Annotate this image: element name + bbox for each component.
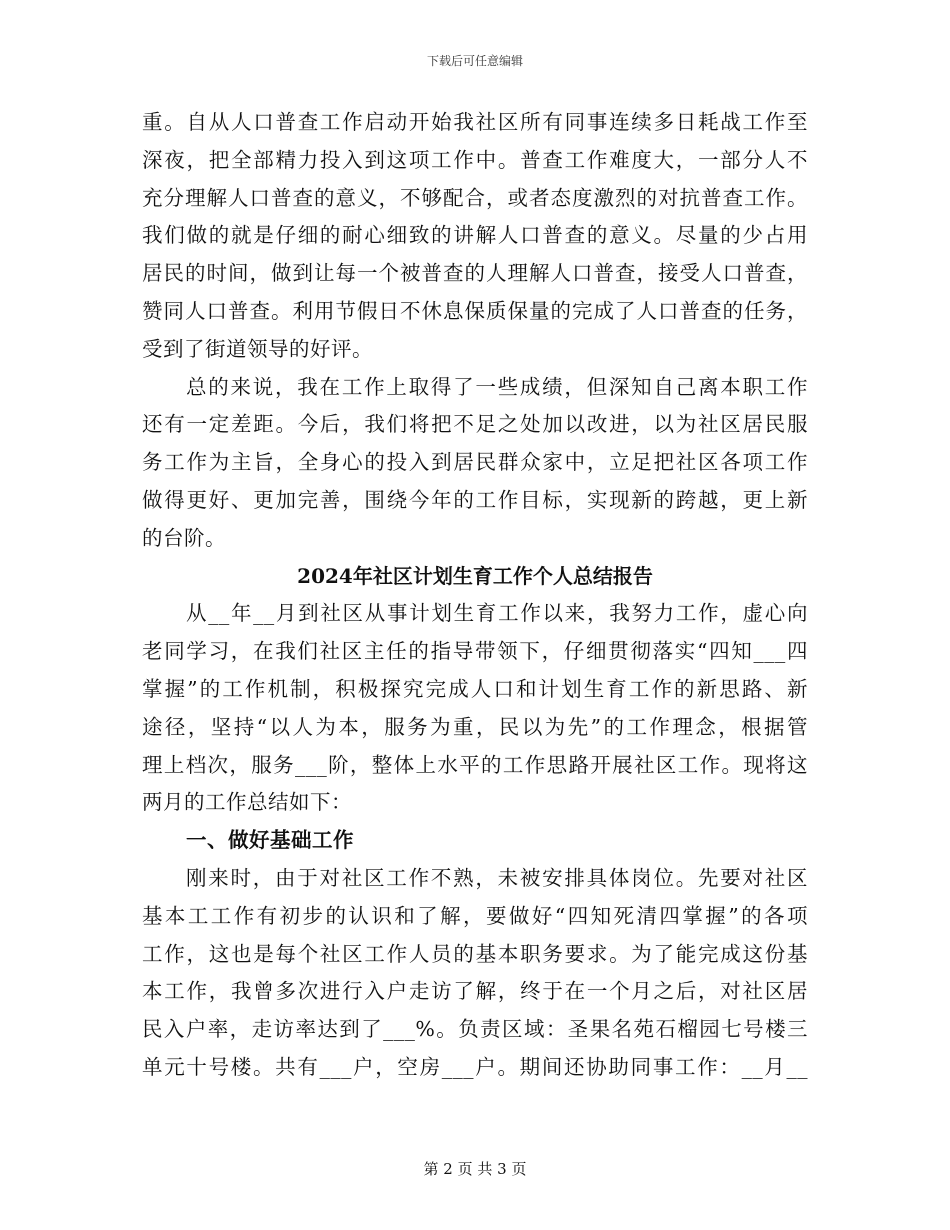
page-footer: 第 2 页 共 3 页 (423, 1160, 527, 1178)
text-line: 重。自从人口普查工作启动开始我社区所有同事连续多日耗战工作至 (142, 110, 808, 134)
text-line: 务工作为主旨，全身心的投入到居民群众家中，立足把社区各项工作 (142, 450, 808, 475)
page-header: 下载后可任意编辑 (426, 54, 523, 68)
text-line: 充分理解人口普查的意义，不够配合，或者态度激烈的对抗普查工作。 (142, 185, 808, 210)
section-title: 2024年社区计划生育工作个人总结报告 (297, 563, 653, 588)
text-line: 居民的时间，做到让每一个被普查的人理解人口普查，接受人口普查， (142, 261, 808, 286)
document-body (142, 104, 808, 1087)
text-line: 赞同人口普查。利用节假日不休息保质保量的完成了人口普查的任务， (142, 298, 808, 323)
text-line: 单元十号楼。共有___户，空房___户。期间还协助同事工作：__月__ (142, 1054, 808, 1079)
text-line: 总的来说，我在工作上取得了一些成绩，但深知自己离本职工作 (186, 374, 808, 399)
text-line: 做得更好、更加完善，围绕今年的工作目标，实现新的跨越，更上新 (142, 487, 808, 512)
text-line: 本工作，我曾多次进行入户走访了解，终于在一个月之后，对社区居 (142, 979, 808, 1004)
text-line: 老同学习，在我们社区主任的指导带领下，仔细贯彻落实“四知___四 (142, 639, 808, 664)
text-line: 掌握”的工作机制，积极探究完成人口和计划生育工作的新思路、新 (142, 676, 808, 701)
text-line: 我们做的就是仔细的耐心细致的讲解人口普查的意义。尽量的少占用 (142, 223, 808, 248)
text-line: 的台阶。 (142, 525, 226, 550)
text-line: 两月的工作总结如下： (142, 790, 352, 815)
text-line: 受到了街道领导的好评。 (142, 336, 373, 361)
text-line: 深夜，把全部精力投入到这项工作中。普查工作难度大，一部分人不 (142, 147, 808, 172)
text-line: 从__年__月到社区从事计划生育工作以来，我努力工作，虚心向 (186, 601, 808, 626)
text-line: 工作，这也是每个社区工作人员的基本职务要求。为了能完成这份基 (142, 941, 808, 966)
text-line: 民入户率，走访率达到了___%。负责区域：圣果名苑石榴园七号楼三 (142, 1017, 808, 1042)
text-line: 基本工工作有初步的认识和了解，要做好“四知死清四掌握”的各项 (142, 903, 808, 928)
text-line: 途径，坚持“以人为本，服务为重，民以为先”的工作理念，根据管 (142, 714, 808, 739)
text-line: 刚来时，由于对社区工作不熟，未被安排具体岗位。先要对社区 (186, 865, 808, 890)
section-heading: 一、做好基础工作 (186, 828, 354, 853)
text-line: 还有一定差距。今后，我们将把不足之处加以改进，以为社区居民服 (142, 412, 808, 437)
text-line: 理上档次，服务___阶，整体上水平的工作思路开展社区工作。现将这 (142, 752, 808, 777)
